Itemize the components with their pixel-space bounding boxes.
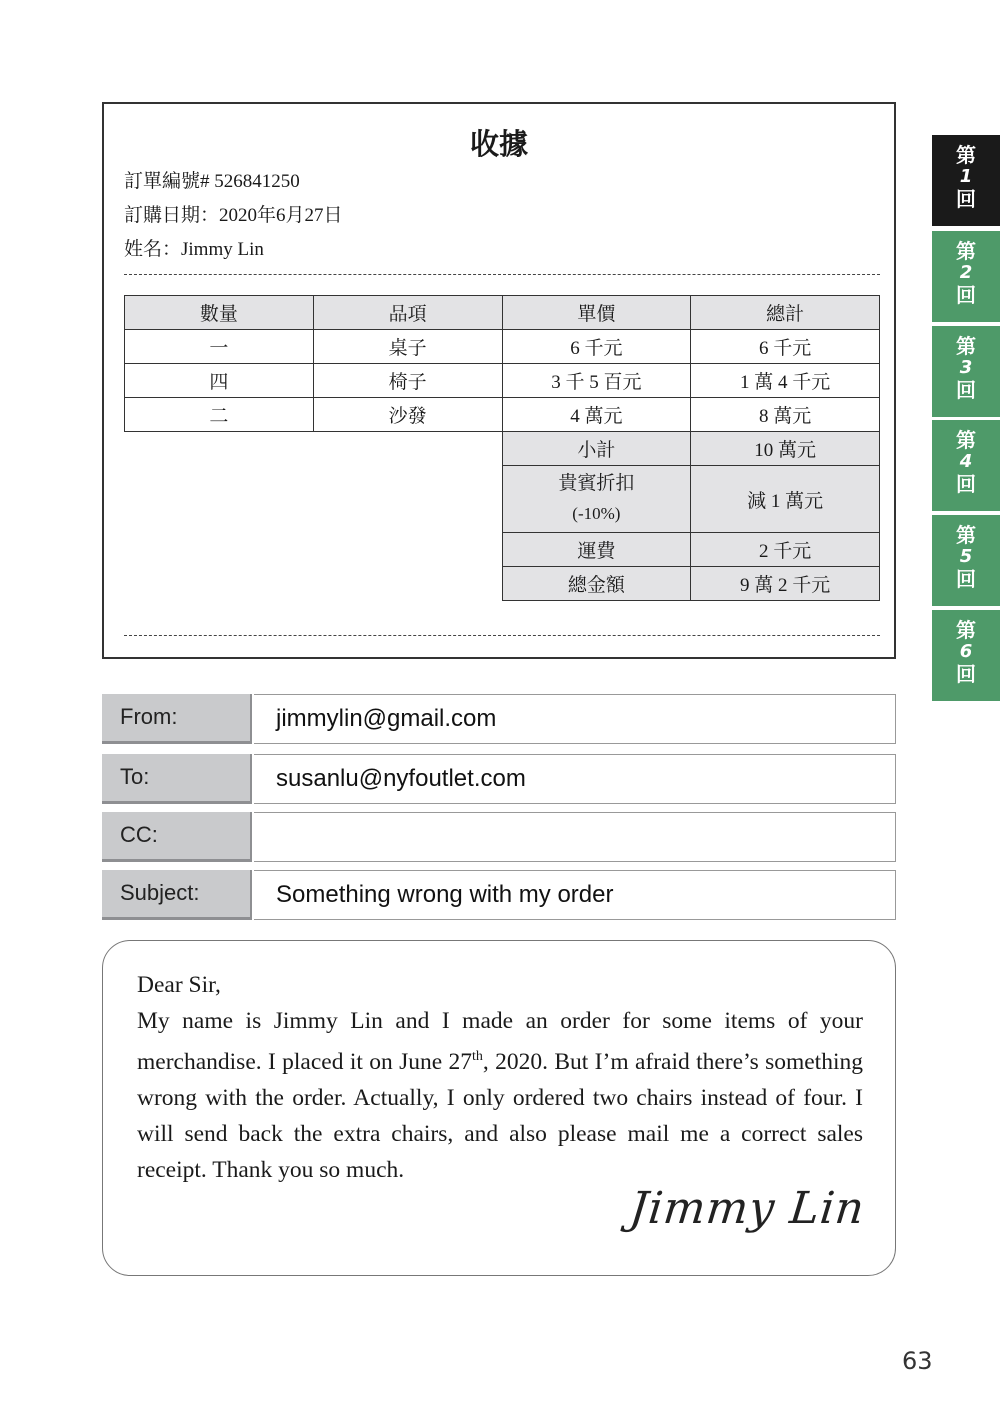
letter-text bbox=[137, 967, 863, 1188]
cell-item: 沙發 bbox=[313, 398, 502, 432]
tab-char: 回 bbox=[956, 187, 976, 211]
tab-number: 4 bbox=[959, 451, 973, 472]
chapter-tab-4[interactable] bbox=[932, 420, 1000, 511]
tab-char: 第 bbox=[956, 428, 976, 452]
header-quantity: 數量 bbox=[125, 296, 314, 330]
dashed-divider-top bbox=[124, 274, 880, 275]
dashed-divider-bottom bbox=[124, 635, 880, 636]
from-field[interactable]: jimmylin@gmail.com bbox=[254, 694, 896, 744]
cell-unit-price: 6 千元 bbox=[502, 330, 691, 364]
subject-label: Subject: bbox=[102, 870, 252, 920]
cc-label: CC: bbox=[102, 812, 252, 862]
order-number: 訂單編號# 526841250 bbox=[124, 171, 300, 192]
cell-unit-price: 4 萬元 bbox=[502, 398, 691, 432]
letter-body-superscript: th bbox=[472, 1049, 483, 1064]
shipping-value: 2 千元 bbox=[691, 533, 880, 567]
cell-item: 桌子 bbox=[313, 330, 502, 364]
table-row bbox=[125, 364, 880, 398]
tab-char: 回 bbox=[956, 662, 976, 686]
chapter-tab-6[interactable] bbox=[932, 610, 1000, 701]
letter-body-part-2: , 2020. But I’m afraid there’s something wrong with the order. Actually, I only ordered two chairs instead of four. I will send back the extra chairs, and also please mail me a correct sales receipt. Thank you so much. bbox=[137, 1048, 863, 1183]
order-date: 訂購日期：2020年6月27日 bbox=[124, 205, 343, 226]
subtotal-row bbox=[125, 432, 880, 466]
page-number: 63 bbox=[902, 1347, 933, 1375]
email-to-row bbox=[102, 754, 896, 804]
tab-number: 2 bbox=[959, 262, 973, 283]
cell-quantity: 四 bbox=[125, 364, 314, 398]
tab-char: 第 bbox=[956, 334, 976, 358]
email-subject-row bbox=[102, 870, 896, 920]
cc-field[interactable] bbox=[254, 812, 896, 862]
chapter-tab-1[interactable] bbox=[932, 135, 1000, 226]
tab-char: 第 bbox=[956, 523, 976, 547]
customer-name: 姓名：Jimmy Lin bbox=[124, 239, 264, 260]
tab-char: 回 bbox=[956, 472, 976, 496]
cell-item: 椅子 bbox=[313, 364, 502, 398]
tab-char: 回 bbox=[956, 283, 976, 307]
receipt-box bbox=[102, 102, 896, 659]
subtotal-value: 10 萬元 bbox=[691, 432, 880, 466]
cell-total: 8 萬元 bbox=[691, 398, 880, 432]
tab-char: 第 bbox=[956, 618, 976, 642]
letter-greeting: Dear Sir, bbox=[137, 972, 221, 998]
email-from-row bbox=[102, 694, 896, 744]
blank-cell bbox=[125, 466, 503, 533]
table-header-row bbox=[125, 296, 880, 330]
total-label: 總金額 bbox=[502, 567, 691, 601]
total-row bbox=[125, 567, 880, 601]
signature: Jimmy Lin bbox=[627, 1183, 868, 1234]
to-label: To: bbox=[102, 754, 252, 804]
subtotal-label: 小計 bbox=[502, 432, 691, 466]
tab-char: 第 bbox=[956, 143, 976, 167]
cell-quantity: 二 bbox=[125, 398, 314, 432]
discount-percent: (-10%) bbox=[572, 504, 621, 523]
cell-total: 6 千元 bbox=[691, 330, 880, 364]
tab-char: 第 bbox=[956, 239, 976, 263]
discount-row bbox=[125, 466, 880, 533]
chapter-tab-2[interactable] bbox=[932, 231, 1000, 322]
discount-value: 減 1 萬元 bbox=[691, 466, 880, 533]
cell-unit-price: 3 千 5 百元 bbox=[502, 364, 691, 398]
from-label: From: bbox=[102, 694, 252, 744]
tab-number: 1 bbox=[959, 166, 973, 187]
receipt-table bbox=[124, 295, 880, 601]
to-field[interactable]: susanlu@nyfoutlet.com bbox=[254, 754, 896, 804]
table-row bbox=[125, 330, 880, 364]
header-total: 總計 bbox=[691, 296, 880, 330]
discount-label-cell bbox=[502, 466, 691, 533]
letter-body bbox=[137, 1003, 863, 1188]
receipt-title: 收據 bbox=[469, 127, 528, 161]
cell-total: 1 萬 4 千元 bbox=[691, 364, 880, 398]
table-row bbox=[125, 398, 880, 432]
total-value: 9 萬 2 千元 bbox=[691, 567, 880, 601]
header-item: 品項 bbox=[313, 296, 502, 330]
tab-char: 回 bbox=[956, 378, 976, 402]
email-cc-row bbox=[102, 812, 896, 862]
discount-label: 貴賓折扣 bbox=[558, 473, 635, 494]
blank-cell bbox=[125, 432, 503, 466]
blank-cell bbox=[125, 567, 503, 601]
shipping-row bbox=[125, 533, 880, 567]
tab-char: 回 bbox=[956, 567, 976, 591]
cell-quantity: 一 bbox=[125, 330, 314, 364]
header-unit-price: 單價 bbox=[502, 296, 691, 330]
letter-body-part-1: My name is Jimmy Lin and I made an order for some items of your merchandise. I placed it on June 27 bbox=[137, 1008, 863, 1075]
tab-number: 3 bbox=[959, 357, 973, 378]
subject-field[interactable]: Something wrong with my order bbox=[254, 870, 896, 920]
tab-number: 5 bbox=[959, 546, 973, 567]
letter-box bbox=[102, 940, 896, 1276]
tab-number: 6 bbox=[959, 641, 973, 662]
chapter-tab-3[interactable] bbox=[932, 326, 1000, 417]
shipping-label: 運費 bbox=[502, 533, 691, 567]
chapter-tab-5[interactable] bbox=[932, 515, 1000, 606]
blank-cell bbox=[125, 533, 503, 567]
